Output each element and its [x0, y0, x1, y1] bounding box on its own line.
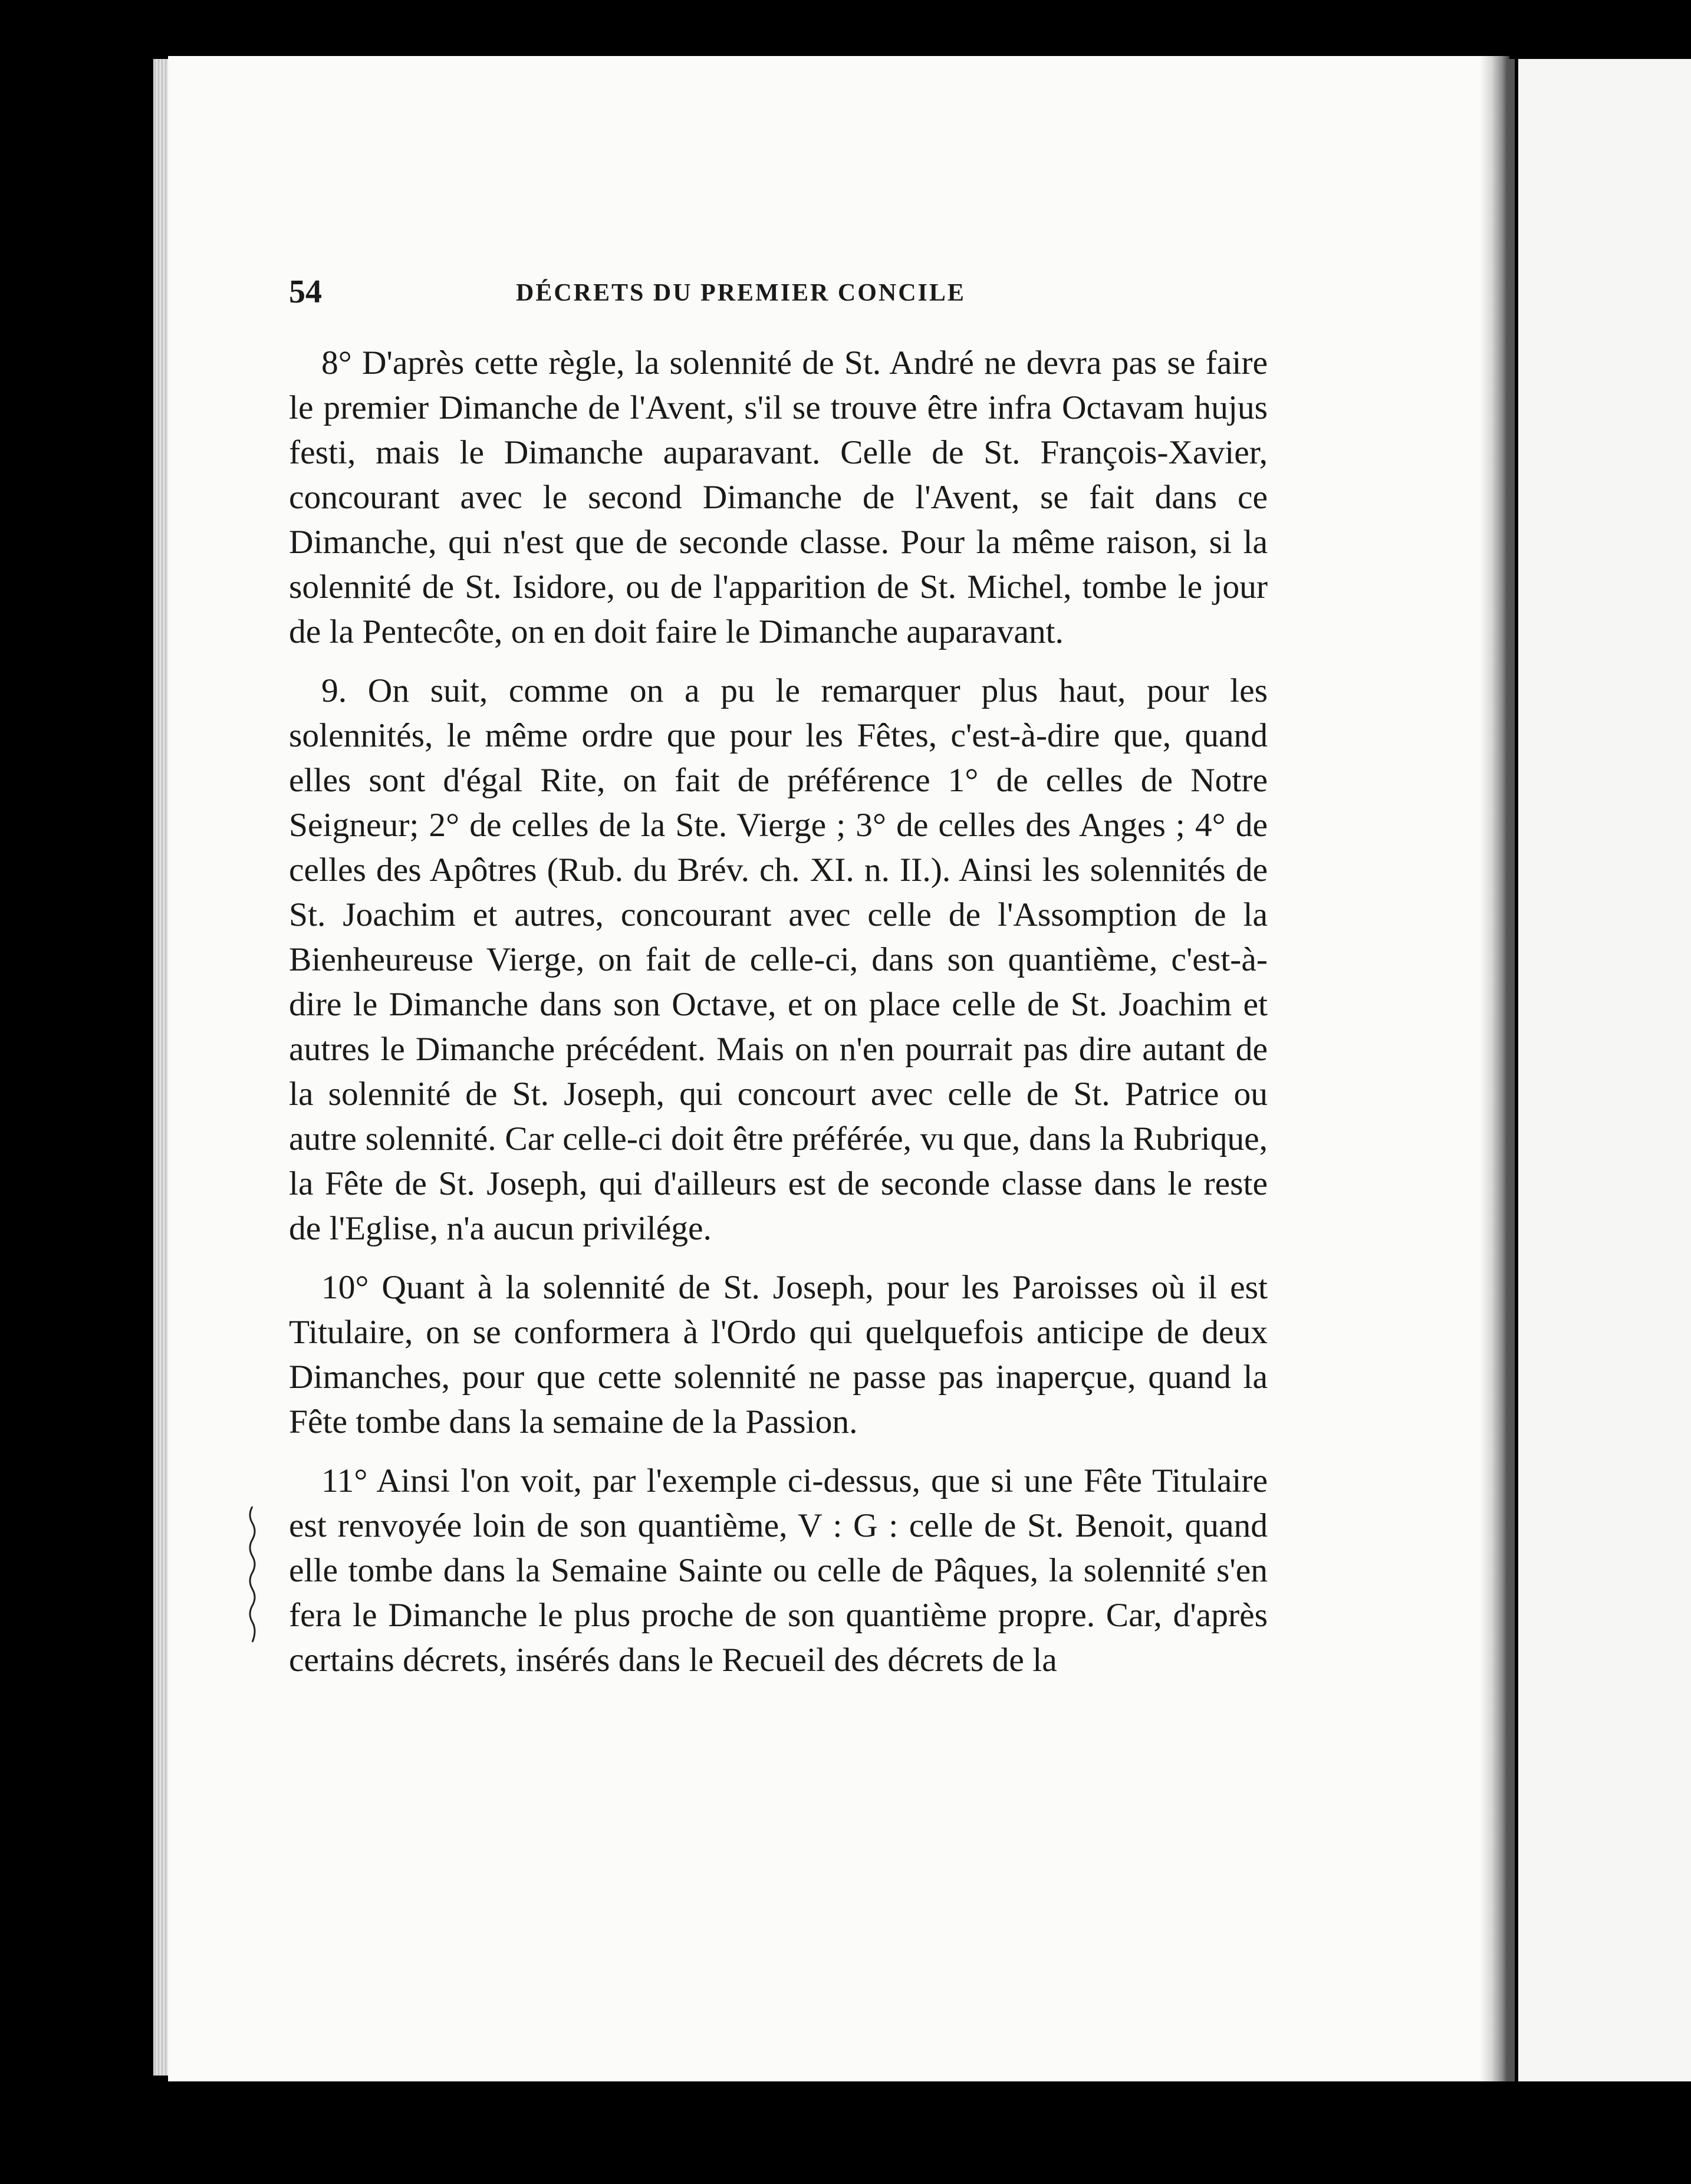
- facing-page-edge: [1506, 59, 1515, 2081]
- paragraph-8: 8° D'après cette règle, la solennité de St. André ne devra pas se faire le premier Dimanche de l'Avent, s'il se trouve être infra Octavam hujus festi, mais le Dimanche auparavant. Celle de St. François-Xavier, concourant avec le second Dimanche de l'Avent, se fait dans ce Dimanche, qui n'est que de seconde classe. Pour la même raison, si la solennité de St. Isidore, ou de l'apparition de St. Michel, tombe le jour de la Pentecôte, on en doit faire le Dimanche auparavant.: [289, 344, 1268, 650]
- binding-gutter: [1480, 56, 1509, 2081]
- marginal-bracket-mark: [246, 1507, 258, 1642]
- paragraph-10: 10° Quant à la solennité de St. Joseph, pour les Paroisses où il est Titulaire, on se conformera à l'Ordo qui quelquefois anticipe de deux Dimanches, pour que cette solennité ne passe pas inaperçue, quand la Fête tombe dans la semaine de la Passion.: [289, 1269, 1268, 1440]
- running-head: [289, 273, 1268, 314]
- running-title: DÉCRETS DU PREMIER CONCILE: [516, 279, 966, 307]
- paragraph-9: 9. On suit, comme on a pu le remarquer plus haut, pour les solennités, le même ordre que pour les Fêtes, c'est-à-dire que, quand elles sont d'égal Rite, on fait de préférence 1° de celles de Notre Seigneur; 2° de celles de la Ste. Vierge ; 3° de celles des Anges ; 4° de celles des Apôtres (Rub. du Brév. ch. XI. n. II.). Ainsi les solennités de St. Joachim et autres, concourant avec celle de l'Assomption de la Bienheureuse Vierge, on fait de celle-ci, dans son quantième, c'est-à-dire le Dimanche dans son Octave, et on place celle de St. Joachim et autres le Dimanche précédent. Mais on n'en pourrait pas dire autant de la solennité de St. Joseph, qui concourt avec celle de St. Patrice ou autre solennité. Car celle-ci doit être préférée, vu que, dans la Rubrique, la Fête de St. Joseph, qui d'ailleurs est de seconde classe dans le reste de l'Eglise, n'a aucun privilége.: [289, 672, 1268, 1247]
- paragraph-11: 11° Ainsi l'on voit, par l'exemple ci-dessus, que si une Fête Titulaire est renvoyée loin de son quantième, V : G : celle de St. Benoit, quand elle tombe dans la Semaine Sainte ou celle de Pâques, la solennité s'en fera le Dimanche le plus proche de son quantième propre. Car, d'après certains décrets, insérés dans le Recueil des décrets de la: [289, 1462, 1268, 1679]
- page-number: 54: [289, 274, 322, 310]
- facing-page: [1518, 59, 1691, 2081]
- body-text: [289, 341, 1268, 1683]
